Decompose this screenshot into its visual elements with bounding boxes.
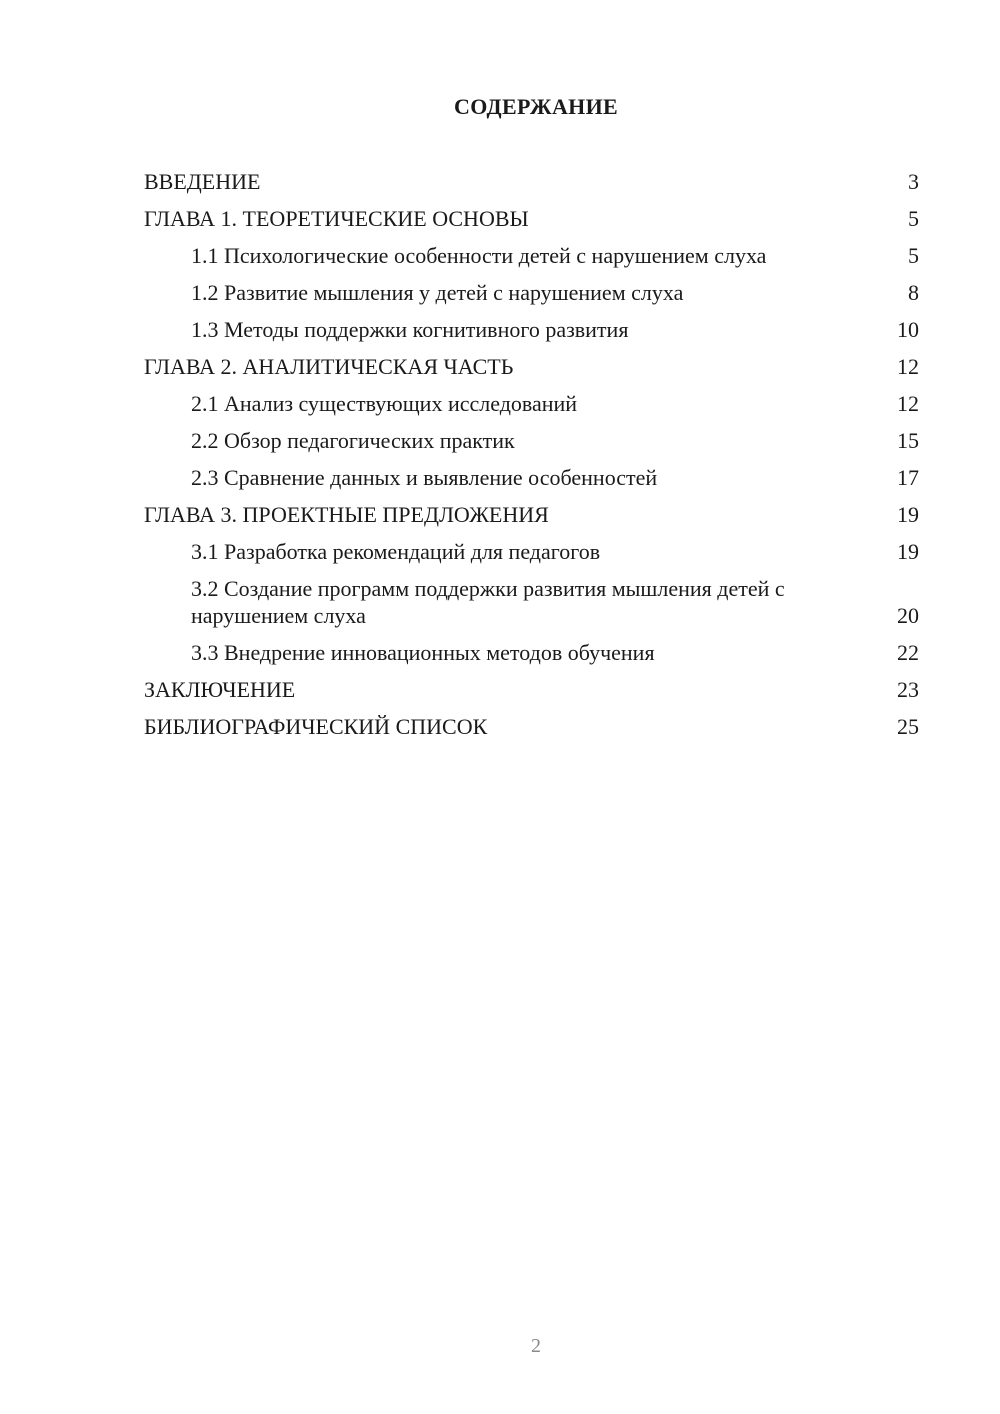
toc-entry-section-2-3: [144, 464, 919, 491]
toc-entry-label: 2.1 Анализ существующих исследований: [191, 391, 578, 416]
toc-entry-page: 5: [908, 206, 919, 231]
toc-entry-page: 20: [897, 603, 919, 628]
toc-entry-label: ВВЕДЕНИЕ: [144, 169, 261, 194]
toc-entry-page: 15: [897, 428, 919, 453]
toc-entry-section-3-3: [144, 639, 919, 666]
toc-entry-page: 10: [897, 317, 919, 342]
page-number: 2: [531, 1335, 541, 1357]
toc-entry-bibliography: [144, 713, 919, 740]
table-of-contents: [144, 168, 919, 750]
toc-entry-section-2-1: [144, 390, 919, 417]
toc-entry-page: 12: [897, 354, 919, 379]
toc-entry-page: 17: [897, 465, 919, 490]
toc-entry-section-3-2: [144, 575, 919, 629]
toc-entry-chapter-2: [144, 353, 919, 380]
toc-entry-page: 12: [897, 391, 919, 416]
toc-entry-page: 19: [897, 539, 919, 564]
toc-entry-label: 1.1 Психологические особенности детей с нарушением слуха: [191, 243, 767, 268]
toc-entry-section-2-2: [144, 427, 919, 454]
toc-entry-page: 19: [897, 502, 919, 527]
toc-entry-label: 1.3 Методы поддержки когнитивного развития: [191, 317, 629, 342]
toc-entry-page: 5: [908, 243, 919, 268]
toc-entry-label: 2.3 Сравнение данных и выявление особенностей: [191, 465, 658, 490]
toc-entry-label: ГЛАВА 3. ПРОЕКТНЫЕ ПРЕДЛОЖЕНИЯ: [144, 502, 549, 527]
toc-entry-label: 3.3 Внедрение инновационных методов обучения: [191, 640, 655, 665]
toc-entry-page: 8: [908, 280, 919, 305]
toc-entry-label: 3.2 Создание программ поддержки развития мышления детей с нарушением слуха: [191, 576, 785, 628]
toc-entry-section-1-3: [144, 316, 919, 343]
toc-entry-page: 3: [908, 169, 919, 194]
page-title: СОДЕРЖАНИЕ: [454, 94, 618, 119]
toc-entry-label: ГЛАВА 1. ТЕОРЕТИЧЕСКИЕ ОСНОВЫ: [144, 206, 529, 231]
toc-entry-label: ГЛАВА 2. АНАЛИТИЧЕСКАЯ ЧАСТЬ: [144, 354, 514, 379]
toc-entry-label: ЗАКЛЮЧЕНИЕ: [144, 677, 296, 702]
toc-entry-page: 22: [897, 640, 919, 665]
toc-entry-section-3-1: [144, 538, 919, 565]
toc-entry-label: 1.2 Развитие мышления у детей с нарушением слуха: [191, 280, 684, 305]
toc-entry-section-1-1: [144, 242, 919, 269]
toc-entry-introduction: [144, 168, 919, 195]
toc-entry-conclusion: [144, 676, 919, 703]
toc-entry-label: БИБЛИОГРАФИЧЕСКИЙ СПИСОК: [144, 714, 488, 739]
toc-entry-chapter-3: [144, 501, 919, 528]
toc-entry-page: 25: [897, 714, 919, 739]
toc-entry-section-1-2: [144, 279, 919, 306]
toc-entry-page: 23: [897, 677, 919, 702]
toc-entry-label: 3.1 Разработка рекомендаций для педагогов: [191, 539, 601, 564]
toc-entry-chapter-1: [144, 205, 919, 232]
toc-entry-label: 2.2 Обзор педагогических практик: [191, 428, 515, 453]
